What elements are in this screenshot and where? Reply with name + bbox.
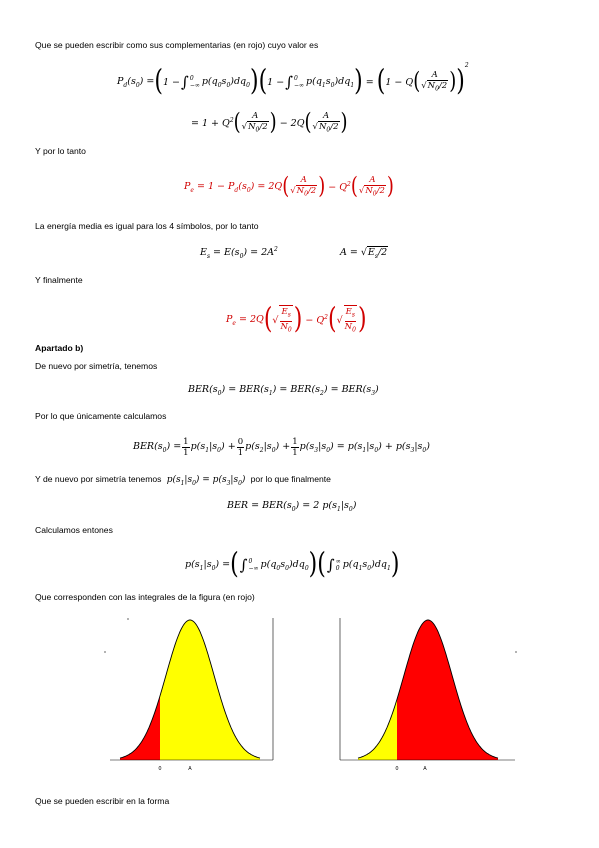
right-red-area (397, 620, 498, 760)
section-heading-apartado-b: Apartado b) (35, 343, 84, 353)
equation-a: $A = √E_s/2$ (340, 246, 388, 260)
equation-pe-es-n0: $P_e = 2Q$ ( √ $\frac{E_s}{N_0}$ ) − $Q^2$ ( √ $\frac{E_s}{N_0}$ ) (226, 303, 367, 336)
paragraph-simetria-2-end: por lo que finalmente (250, 474, 331, 484)
paragraph-unicamente: Por lo que únicamente calculamos (35, 411, 167, 421)
equation-pd-line2: = $1 + Q^2$ ( $\frac{A}{√N_0/2}$ ) − 2Q ( $\frac{A}{√N_0/2}$ ) (191, 108, 348, 136)
paragraph-por-lo-tanto: Y por lo tanto (35, 146, 86, 156)
left-tick-zero: 0 (158, 766, 162, 772)
paragraph-forma: Que se pueden escribir en la forma (35, 796, 170, 806)
equation-ber-final: BER = $BER(s_0) = 2$ $p(s_1|s_0)$ (227, 499, 357, 513)
paragraph-calculamos: Calculamos entones (35, 525, 113, 535)
paragraph-simetria: De nuevo por simetría, tenemos (35, 361, 158, 371)
paragraph-energia-media: La energía media es igual para los 4 símbolos, por lo tanto (35, 221, 259, 231)
left-tick-a: A (188, 766, 192, 772)
right-tick-a: A (423, 766, 427, 772)
paragraph-simetria-2-start: Y de nuevo por simetría tenemos (35, 474, 162, 484)
equation-pd-line1: $P_d(s_0)$ = ( 1 − ∫ 0 −∞ $p(q_0s_0)dq_0$ ) ( 1 − ∫ 0 −∞ $p(q_1s_0)dq_1$ ) = ( 1 − Q ( $\frac{A}{√N_0/2}$ ) ) $^2$ (117, 62, 469, 98)
right-tick-zero: 0 (395, 766, 399, 772)
equation-pe-red: $P_e = 1 - P_d(s_0) = 2Q$ ( $\frac{A}{√N_0/2}$ ) − $Q^2$ ( $\frac{A}{√N_0/2}$ ) (184, 172, 394, 200)
equation-es: $E_s = E(s_0) = 2A^2$ (200, 245, 278, 261)
equation-ber-calc: $BER(s_0)$ = $\frac{1}{1}$ $p(s_1|s_0)$ + $\frac{0}{1}$ $p(s_2|s_0)$ + $\frac{1}{1}$ $p(s_3|s_0) = p(s_1|s_0) + p(s_3|s_0)$ (133, 436, 430, 458)
paragraph-simetria-2 (35, 474, 331, 489)
figure-left-gaussian (100, 612, 290, 782)
right-yellow-tail-area (358, 699, 397, 760)
inline-equation-symmetry: $p(s_1|s_0) = p(s_3|s_0)$ (163, 475, 249, 487)
left-red-tail-area (120, 696, 160, 760)
equation-p-integral: $p(s_1|s_0)$ = ( ∫ 0 −∞ $p(q_0s_0)dq_0$ ) ( ∫ ∞ 0 $p(q_1s_0)dq_1$ ) (185, 548, 400, 581)
left-yellow-area (160, 620, 260, 760)
paragraph-finalmente: Y finalmente (35, 275, 83, 285)
paragraph-complementarias: Que se pueden escribir como sus complementarias (en rojo) cuyo valor es (35, 40, 319, 50)
equation-ber-symmetry: $BER(s_0) = BER(s_1) = BER(s_2) = BER(s_3)$ (188, 383, 379, 397)
figure-right-gaussian (330, 612, 520, 782)
paragraph-figura: Que corresponden con las integrales de la figura (en rojo) (35, 592, 255, 602)
